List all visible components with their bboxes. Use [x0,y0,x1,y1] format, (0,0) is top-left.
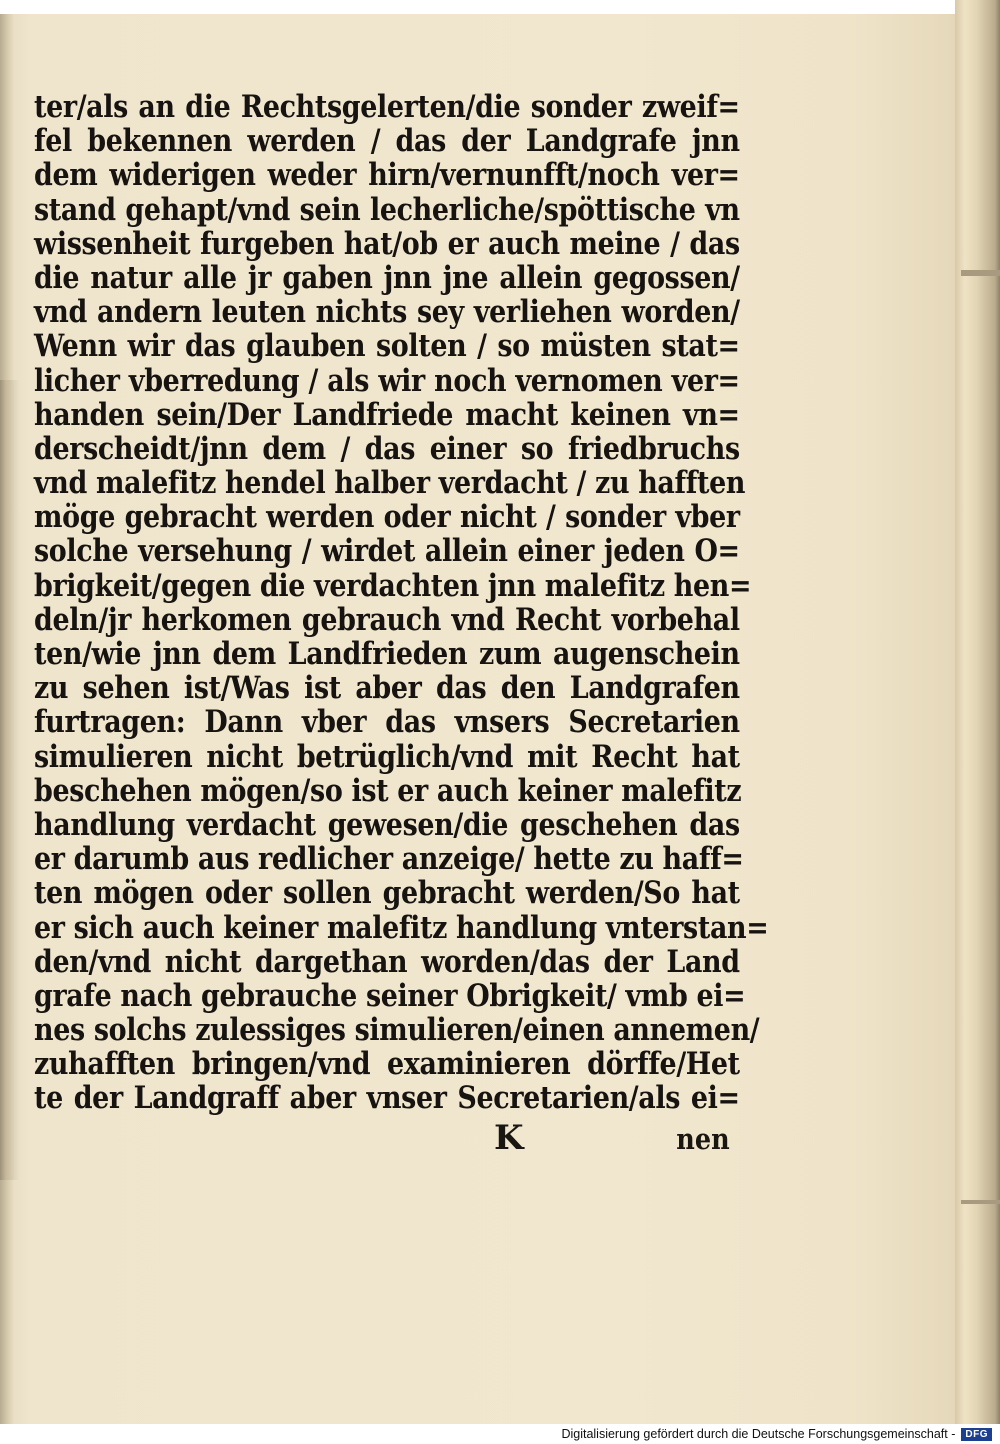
page-edge-tab [961,270,1000,276]
text-line: Wenn wir das glauben solten / so müsten stat= [34,328,740,365]
text-line: grafe nach gebrauche seiner Obrigkeit/ vmb ei= [34,977,746,1014]
catchword: nen [676,1122,730,1156]
text-line: er sich auch keiner malefitz handlung vnterstan= [34,909,769,946]
text-line: möge gebracht werden oder nicht / sonder vber [34,499,740,536]
body-text [34,89,769,1117]
text-line: zu sehen ist/Was ist aber das den Landgrafen [34,670,740,707]
text-line: furtragen: Dann vber das vnsers Secretarien [34,704,740,741]
dfg-logo: DFG [961,1428,992,1441]
text-line: derscheidt/jnn dem / das einer so friedbruchs [34,430,740,467]
credit-text: Digitalisierung gefördert durch die Deutsche Forschungsgemeinschaft - [561,1427,956,1441]
text-line: die natur alle jr gaben jnn jne allein gegossen/ [34,259,740,296]
text-line: vnd andern leuten nichts sey verliehen worden/ [34,294,740,331]
text-line: stand gehapt/vnd sein lecherliche/spöttische vn [34,191,740,228]
text-line: nes solchs zulessiges simulieren/einen annemen/ [34,1012,760,1049]
scan-top-margin [0,0,1000,14]
page-edge-stack [955,0,1000,1424]
text-line: simulieren nicht betrüglich/vnd mit Recht hat [34,738,740,775]
text-line: ten/wie jnn dem Landfrieden zum augenschein [34,636,740,672]
text-line: licher vberredung / als wir noch vernomen ver= [34,362,740,399]
text-line: solche versehung / wirdet allein einer jeden O= [34,533,740,570]
text-line: den/vnd nicht dargethan worden/das der Land [34,943,740,980]
page-left-shadow [0,380,20,1180]
text-line: te der Landgraff aber vnser Secretarien/als ei= [34,1080,740,1117]
text-line: deln/jr herkomen gebrauch vnd Recht vorbehal [34,601,740,638]
text-line: zuhafften bringen/vnd examinieren dörffe/Het [34,1046,740,1083]
text-line: wissenheit furgeben hat/ob er auch meine / das [34,225,740,262]
text-line: beschehen mögen/so ist er auch keiner malefitz [34,772,742,809]
text-line: handen sein/Der Landfriede macht keinen vn= [34,396,740,433]
text-line: vnd malefitz hendel halber verdacht / zu hafften [34,465,746,502]
text-line: fel bekennen werden / das der Landgrafe jnn [34,123,740,160]
text-line: er darumb aus redlicher anzeige/ hette zu haff= [34,841,744,878]
text-line: brigkeit/gegen die verdachten jnn malefitz hen= [34,567,752,604]
digitization-credit-bar [0,1424,1000,1444]
text-line: handlung verdacht gewesen/die geschehen das [34,806,740,843]
text-line: dem widerigen weder hirn/vernunfft/noch ver= [34,157,740,194]
text-line: ten mögen oder sollen gebracht werden/So hat [34,875,740,912]
signature-mark: K [494,1118,524,1158]
text-line: ter/als an die Rechtsgelerten/die sonder zweif= [34,89,740,125]
page-footer-line [34,1118,740,1158]
page-edge-tab [961,1200,1000,1204]
